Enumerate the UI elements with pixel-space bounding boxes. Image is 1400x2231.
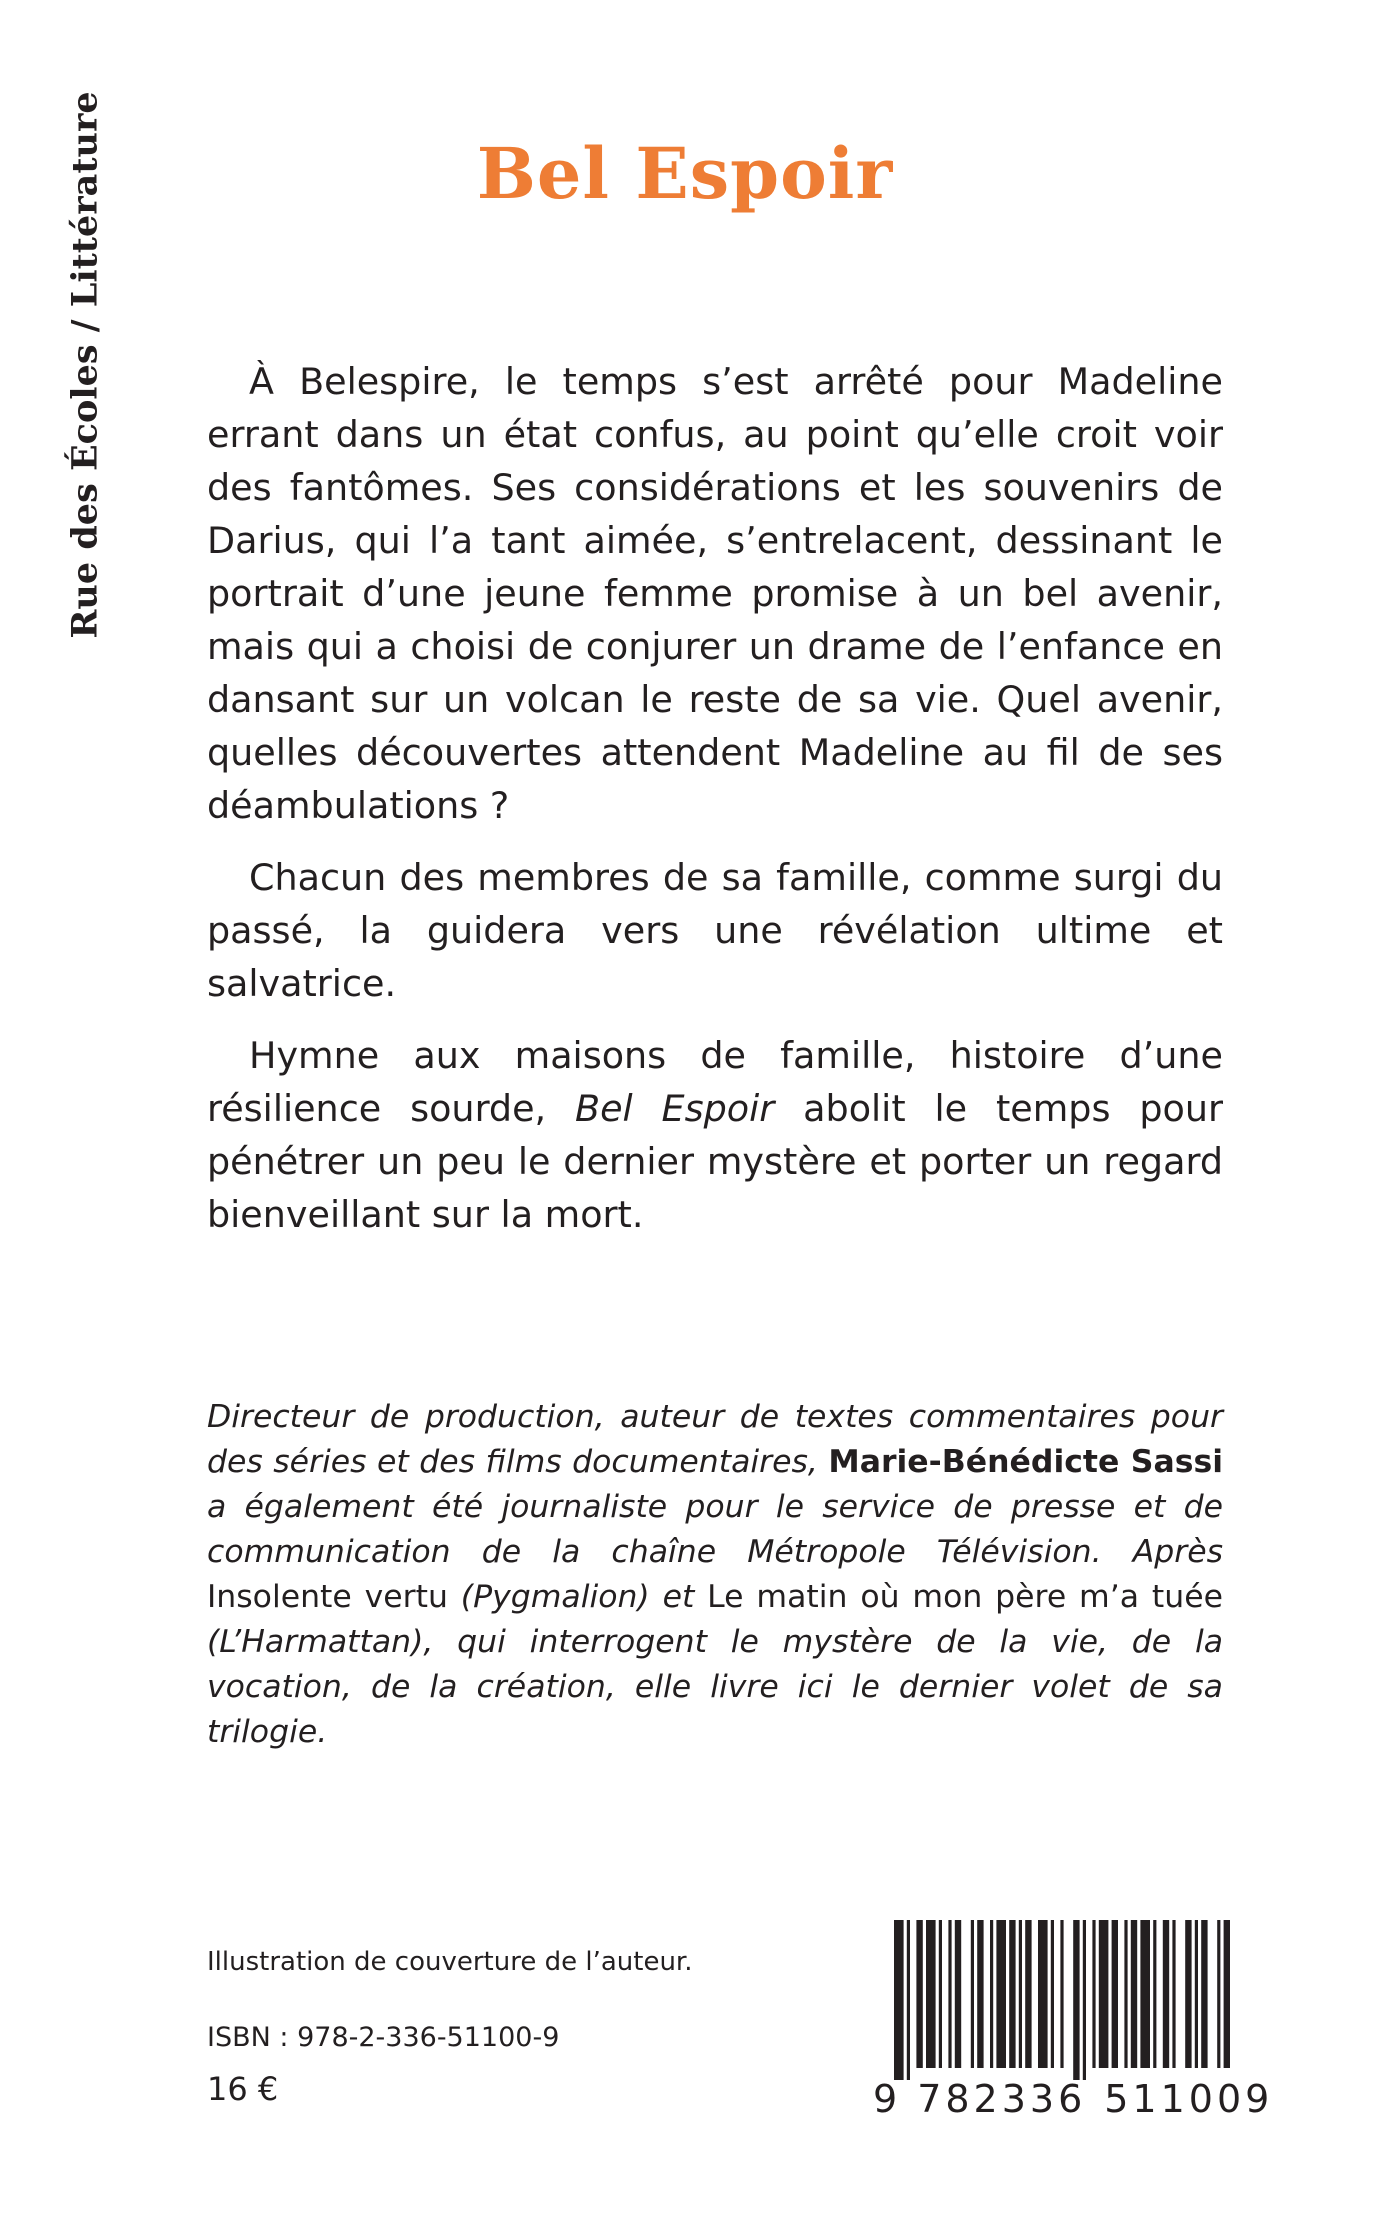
barcode-bar <box>1019 1920 1022 2068</box>
barcode-bar <box>1153 1920 1156 2068</box>
barcode-bar <box>977 1920 983 2068</box>
series-name: Rue des Écoles / Littérature <box>64 91 106 639</box>
barcode-bar <box>955 1920 961 2068</box>
blurb-paragraph-3 <box>207 1029 1223 1241</box>
barcode-bar <box>1131 1920 1137 2068</box>
barcode-bar <box>1051 1920 1054 2068</box>
barcode-bar <box>1009 1920 1015 2068</box>
barcode-bar <box>939 1920 942 2068</box>
author-name: Marie-Bénédicte Sassi <box>828 1444 1223 1480</box>
barcode-bar <box>1124 1920 1127 2068</box>
blurb-paragraph-1: À Belespire, le temps s’est arrêté pour Madeline errant dans un état confus, au point qu’elle croit voir des fantômes. Ses considérations et les souvenirs de Darius, qui l’a tant aimée, s’entrelacent, dessinant le portrait d’une jeune femme promise à un bel avenir, mais qui a choisi de conjurer un drame de l’enfance en dansant sur un volcan le reste de sa vie. Quel avenir, quelles découvertes attendent Madeline au fil de ses déambulations ? <box>207 360 1223 827</box>
barcode-bar <box>1217 1920 1220 2068</box>
barcode-bar <box>1060 1920 1063 2068</box>
barcode-bar <box>1201 1920 1207 2068</box>
barcode-bar <box>1038 1920 1048 2068</box>
barcode-bar <box>926 1920 936 2068</box>
barcode-number <box>873 2077 1273 2121</box>
blurb-p3-before: Hymne aux maisons de famille, histoire d’une résilience sourde, <box>207 1034 1223 1130</box>
barcode-right-group: 511009 <box>1104 2077 1274 2121</box>
isbn: ISBN : 978-2-336-51100-9 <box>207 2022 560 2053</box>
barcode-left-group: 782336 <box>917 2077 1087 2121</box>
barcode-bar <box>1025 1920 1031 2068</box>
book-title: Bel Espoir <box>476 132 894 215</box>
barcode-lead-digit: 9 <box>873 2077 902 2121</box>
barcode-bar <box>996 1920 1006 2068</box>
barcode-bar <box>971 1920 974 2068</box>
barcode-bar <box>1172 1920 1175 2068</box>
price: 16 € <box>207 2070 279 2108</box>
bio-part-3: qui interrogent le mystère de la vie, de la vocation, de la création, elle livre ici le dernier volet de sa trilogie. <box>207 1624 1223 1750</box>
bio-book-2: Le matin où mon père m’a tuée <box>707 1579 1223 1615</box>
author-biography <box>207 1395 1223 1755</box>
back-cover-blurb <box>207 355 1223 1260</box>
bio-book-1: Insolente vertu <box>207 1579 448 1615</box>
blurb-p3-after: abolit le temps pour pénétrer un peu le dernier mystère et porter un regard bienveillant sur la mort. <box>207 1087 1224 1236</box>
barcode-bar <box>1092 1920 1095 2068</box>
barcode-bar <box>1163 1920 1169 2068</box>
barcode-bar <box>894 1920 904 2080</box>
barcode-bar <box>1112 1920 1118 2068</box>
barcode-bar <box>990 1920 993 2068</box>
barcode-bar <box>1140 1920 1150 2068</box>
barcode-bar <box>916 1920 922 2068</box>
barcode-bar <box>1224 1920 1230 2068</box>
barcode-bar <box>1073 1920 1079 2080</box>
blurb-p3-title: Bel Espoir <box>575 1087 775 1130</box>
bio-part-2: a également été journaliste pour le service de presse et de communication de la chaîne Métropole Télévision. Après <box>207 1489 1223 1570</box>
bio-publisher-2: (L’Harmattan), <box>207 1624 434 1660</box>
barcode-bar <box>1185 1920 1191 2068</box>
blurb-paragraph-2: Chacun des membres de sa famille, comme surgi du passé, la guidera vers une révélation ultime et salvatrice. <box>207 856 1223 1005</box>
barcode-bars <box>890 1920 1230 2080</box>
bio-publisher-1: (Pygmalion) et <box>447 1579 708 1615</box>
barcode-bar <box>1099 1920 1109 2068</box>
barcode <box>890 1920 1230 2080</box>
barcode-bar <box>1083 1920 1086 2080</box>
cover-illustration-credit: Illustration de couverture de l’auteur. <box>207 1947 693 1977</box>
barcode-bar <box>948 1920 951 2068</box>
barcode-bar <box>907 1920 910 2080</box>
bio-part-1: Directeur de production, auteur de textes commentaires pour des séries et des films documentaires, <box>207 1399 1223 1480</box>
barcode-bar <box>1195 1920 1198 2068</box>
